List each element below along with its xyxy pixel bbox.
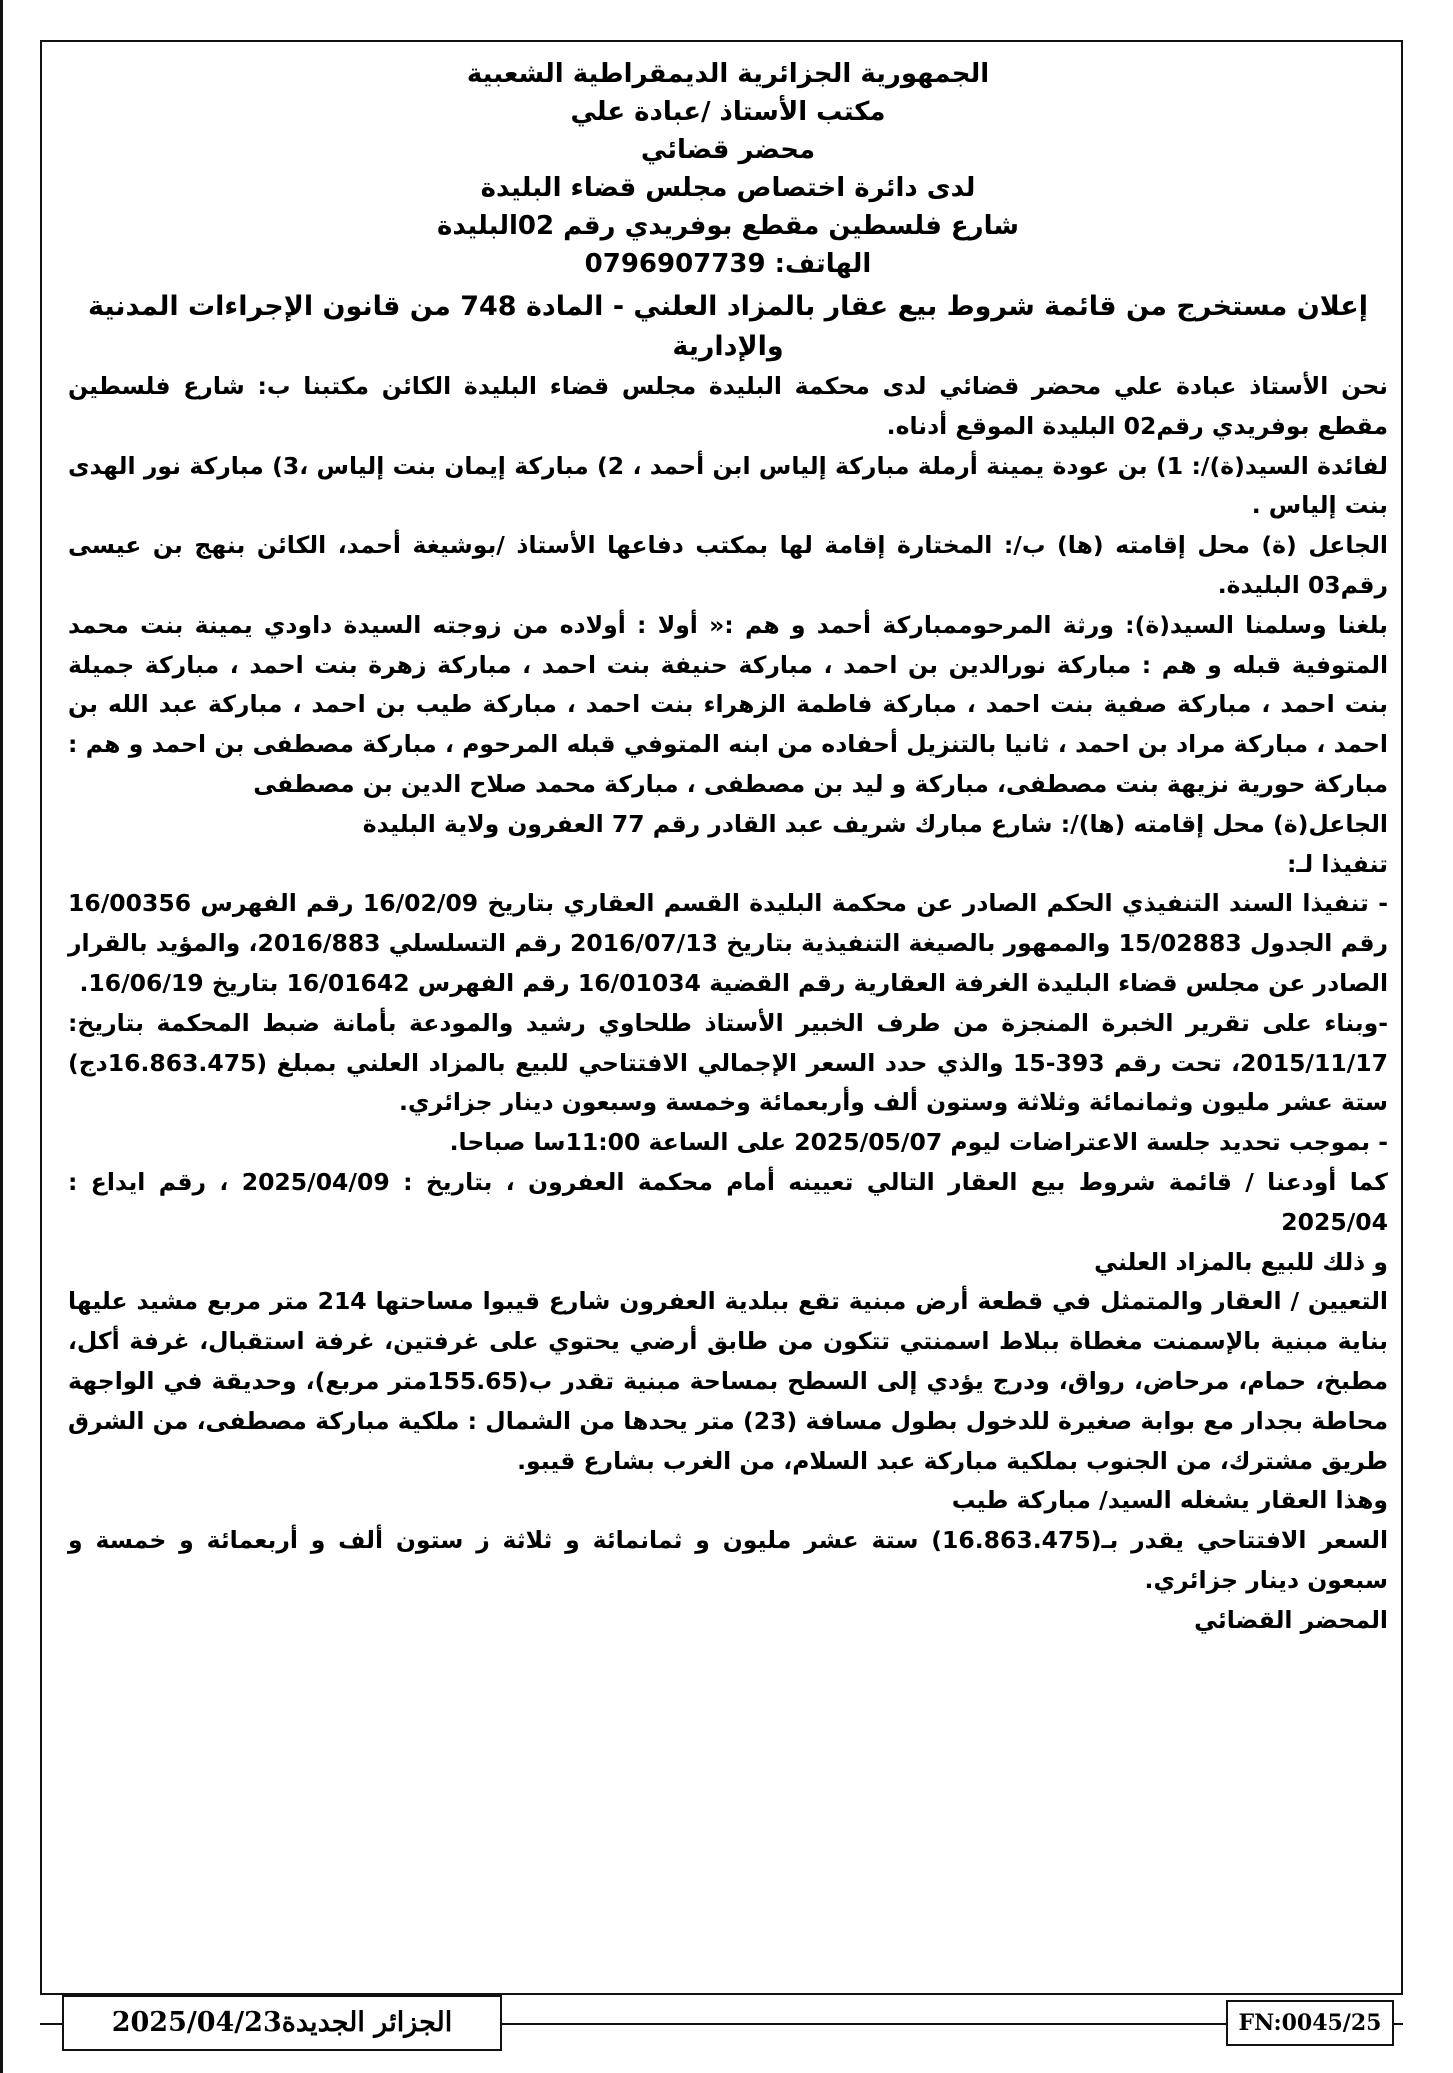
- body-paragraph-objection-session: - بموجب تحديد جلسة الاعتراضات ليوم 2025/05/07 على الساعة 11:00سا صباحا.: [449, 1128, 1388, 1157]
- header-role: محضر قضائي: [640, 135, 816, 165]
- header-phone: الهاتف: 0796907739: [584, 249, 872, 279]
- header-office: مكتب الأستاذ /عبادة علي: [570, 97, 886, 127]
- notice-body: [68, 367, 1388, 1641]
- body-paragraph-expert-report: -وبناء على تقرير الخبرة المنجزة من طرف الخبير الأستاذ طلحاوي رشيد والمودعة بأمانة ضبط المحكمة بتاريخ: 2015/11/17، تحت رقم 393-15 والذي حدد السعر الإجمالي الافتتاحي للبيع بالمزاد العلني بمبلغ (16.863.475دج) ستة عشر مليون وثمانمائة وثلاثة وستون ألف وأربعمائة وخمسة وسبعون دينار جزائري.: [68, 1008, 1388, 1117]
- body-paragraph-served-address: الجاعل(ة) محل إقامته (ها)/: شارع مبارك شريف عبد القادر رقم 77 العفرون ولاية البليدة: [362, 809, 1388, 838]
- body-paragraph-intro: نحن الأستاذ عبادة علي محضر قضائي لدى محكمة البليدة مجلس قضاء البليدة الكائن مكتبنا ب: شارع فلسطين مقطع بوفريدي رقم02 البليدة الموقع أدناه.: [68, 372, 1388, 440]
- body-paragraph-sale-heading: و ذلك للبيع بالمزاد العلني: [1094, 1247, 1388, 1276]
- notice-header: [68, 55, 1388, 283]
- body-paragraph-occupant: وهذا العقار يشغله السيد/ مباركة طيب: [951, 1486, 1388, 1515]
- footer-newspaper-date: الجزائر الجديدة2025/04/23: [62, 1995, 502, 2051]
- body-paragraph-beneficiary-address: الجاعل (ة) محل إقامته (ها) ب/: المختارة إقامة لها بمكتب دفاعها الأستاذ /بوشيغة أحمد، الكائن بنهج بن عيسى رقم03 البليدة.: [68, 531, 1388, 599]
- body-paragraph-execution-heading: تنفيذا لـ:: [1287, 849, 1388, 878]
- footer-reference: FN:0045/25: [1226, 2000, 1394, 2046]
- body-paragraph-signature: المحضر القضائي: [1194, 1605, 1388, 1634]
- body-paragraph-opening-price: السعر الافتتاحي يقدر بـ(16.863.475) ستة عشر مليون و ثمانمائة و ثلاثة ز ستون ألف و أربعمائة و خمسة و سبعون دينار جزائري.: [68, 1526, 1388, 1594]
- header-jurisdiction: لدى دائرة اختصاص مجلس قضاء البليدة: [480, 173, 976, 203]
- body-paragraph-judgment: - تنفيذا السند التنفيذي الحكم الصادر عن محكمة البليدة القسم العقاري بتاريخ 16/02/09 رقم الفهرس 16/00356 رقم الجدول 15/02883 والممهور بالصيغة التنفيذية بتاريخ 2016/07/13 رقم التسلسلي 2016/883، والمؤيد بالقرار الصادر عن مجلس قضاء البليدة الغرفة العقارية رقم القضية 16/01034 رقم الفهرس 16/01642 بتاريخ 16/06/19.: [68, 889, 1389, 997]
- body-paragraph-served-parties: بلغنا وسلمنا السيد(ة): ورثة المرحوممباركة أحمد و هم :« أولا : أولاده من زوجته السيدة داودي يمينة بنت محمد المتوفية قبله و هم : مباركة نورالدين بن احمد ، مباركة حنيفة بنت احمد ، مباركة زهرة بنت احمد ، مباركة جميلة بنت احمد ، مباركة صفية بنت احمد ، مباركة فاطمة الزهراء بنت احمد ، مباركة طيب بن احمد ، مباركة عبد الله بن احمد ، مباركة مراد بن احمد ، ثانيا بالتنزيل أحفاده من ابنه المتوفي قبله المرحوم ، مباركة مصطفى بن احمد و هم : مباركة حورية نزيهة بنت مصطفى، مباركة و ليد بن مصطفى ، مباركة محمد صلاح الدين بن مصطفى: [68, 610, 1388, 798]
- header-address: شارع فلسطين مقطع بوفريدي رقم 02البليدة: [437, 211, 1019, 241]
- header-republic: الجمهورية الجزائرية الديمقراطية الشعبية: [466, 59, 990, 89]
- notice-title: إعلان مستخرج من قائمة شروط بيع عقار بالمزاد العلني - المادة 748 من قانون الإجراءات المدنية والإدارية: [87, 291, 1368, 362]
- left-margin-rule: [0, 0, 3, 2073]
- body-paragraph-beneficiary: لفائدة السيد(ة)/: 1) بن عودة يمينة أرملة مباركة إلياس ابن أحمد ، 2) مباركة إيمان بنت إلياس ،3) مباركة نور الهدى بنت إلياس .: [68, 451, 1388, 520]
- notice-content: [68, 55, 1388, 1641]
- body-paragraph-property-description: التعيين / العقار والمتمثل في قطعة أرض مبنية تقع ببلدية العفرون شارع قيبوا مساحتها 214 متر مربع مشيد عليها بناية مبنية بالإسمنت مغطاة ببلاط اسمنتي تتكون من طابق أرضي يحتوي على غرفتين، غرفة استقبال، غرفة أكل، مطبخ، حمام، مرحاض، رواق، ودرج يؤدي إلى السطح بمساحة مبنية تقدر ب(155.65متر مربع)، وحديقة في الواجهة محاطة بجدار مع بوابة صغيرة للدخول بطول مسافة (23) متر يحدها من الشمال : ملكية مباركة مصطفى، من الشرق طريق مشترك، من الجنوب بملكية مباركة عبد السلام، من الغرب بشارع قيبو.: [68, 1287, 1389, 1475]
- body-paragraph-deposit: كما أودعنا / قائمة شروط بيع العقار التالي تعيينه أمام محكمة العفرون ، بتاريخ : 2025/04/09 ، رقم ايداع : 2025/04: [68, 1167, 1388, 1236]
